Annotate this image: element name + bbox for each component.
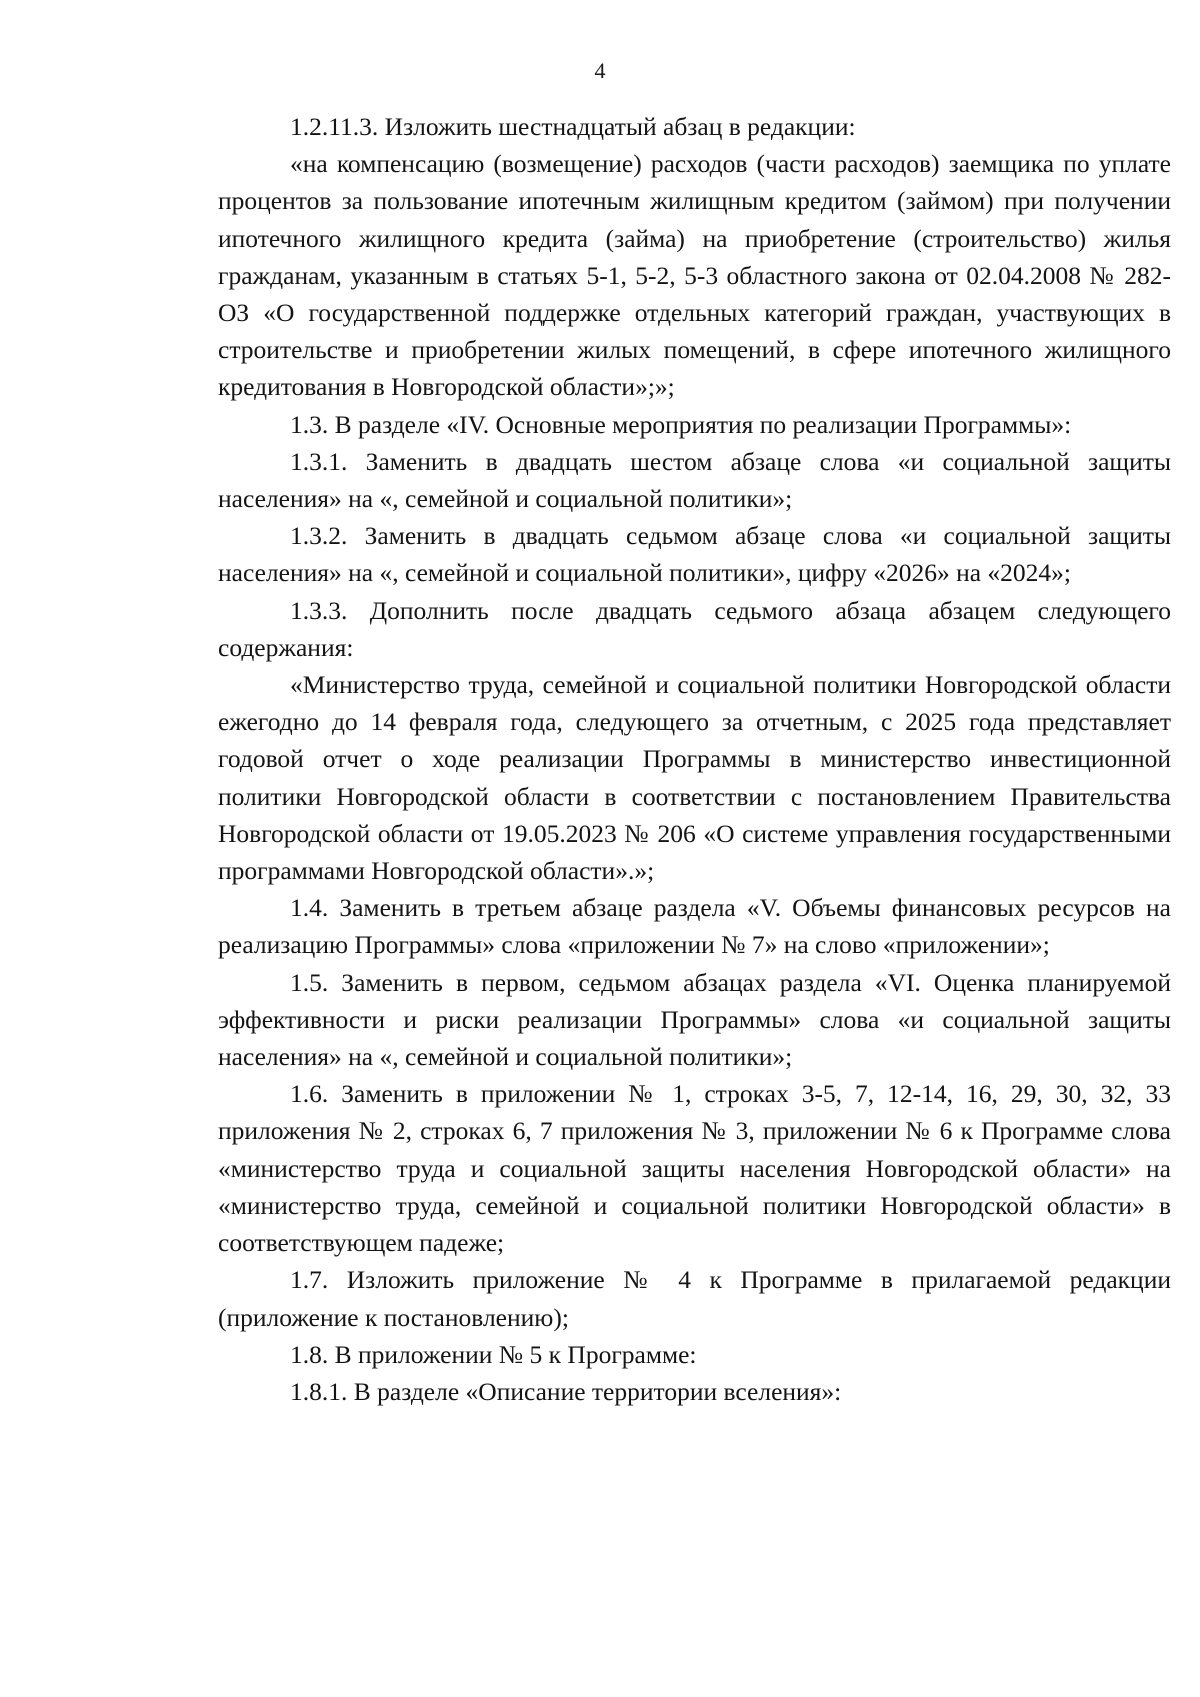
paragraph-1-6: 1.6. Заменить в приложении № 1, строках 3-5, 7, 12-14, 16, 29, 30, 32, 33 приложения № 2, строках 6, 7 приложения № 3, приложении № 6 к Программе слова «министерство труда и социальной защиты населения Новгородской области» на «министерство труда, семейной и социальной политики Новгородской области» в соответствующем падеже; (218, 1079, 1171, 1258)
paragraph-1-3: 1.3. В разделе «IV. Основные мероприятия по реализации Программы»: (290, 409, 1072, 439)
paragraph-1-4: 1.4. Заменить в третьем абзаце раздела «V. Объемы финансовых ресурсов на реализацию Программы» слова «приложении № 7» на слово «приложении»; (218, 893, 1171, 960)
paragraph-1-2-11-3: 1.2.11.3. Изложить шестнадцатый абзац в редакции: (290, 112, 856, 141)
paragraph-1-5: 1.5. Заменить в первом, седьмом абзацах раздела «VI. Оценка планируемой эффективности и риски реализации Программы» слова «и социальной защиты населения» на «, семейной и социальной политики»; (218, 967, 1171, 1072)
paragraph-1-3-1: 1.3.1. Заменить в двадцать шестом абзаце слова «и социальной защиты населения» на «, семейной и социальной политики»; (218, 446, 1171, 514)
paragraph-1-8: 1.8. В приложении № 5 к Программе: (290, 1339, 697, 1369)
paragraph-1-3-2: 1.3.2. Заменить в двадцать седьмом абзаце слова «и социальной защиты населения» на «, семейной и социальной политики», цифру «2026» на «2024»; (218, 521, 1171, 588)
page-number: 4 (594, 58, 606, 83)
document-body (218, 108, 1171, 1410)
paragraph-quoted-ministry-report: «Министерство труда, семейной и социальной политики Новгородской области ежегодно до 14 февраля года, следующего за отчетным, с 2025 года представляет годовой отчет о ходе реализации Программы в министерство инвестиционной политики Новгородской области в соответствии с постановлением Правительства Новгородской области от 19.05.2023 № 206 «О системе управления государственными программами Новгородской области».»; (218, 670, 1171, 886)
paragraph-1-3-3: 1.3.3. Дополнить после двадцать седьмого абзаца абзацем следующего содержания: (218, 595, 1171, 662)
paragraph-quoted-sixteenth-abzac: «на компенсацию (возмещение) расходов (части расходов) заемщика по уплате процентов за пользование ипотечным жилищным кредитом (займом) при получении ипотечного жилищного кредита (займа) на приобретение (строительство) жилья гражданам, указанным в статьях 5-1, 5-2, 5-3 областного закона от 02.04.2008 № 282-ОЗ «О государственной поддержке отдельных категорий граждан, участвующих в строительстве и приобретении жилых помещений, в сфере ипотечного жилищного кредитования в Новгородской области»;»; (218, 149, 1171, 402)
paragraph-1-7: 1.7. Изложить приложение № 4 к Программе в прилагаемой редакции (приложение к постановлению); (218, 1265, 1171, 1332)
paragraph-1-8-1: 1.8.1. В разделе «Описание территории вселения»: (290, 1376, 842, 1406)
